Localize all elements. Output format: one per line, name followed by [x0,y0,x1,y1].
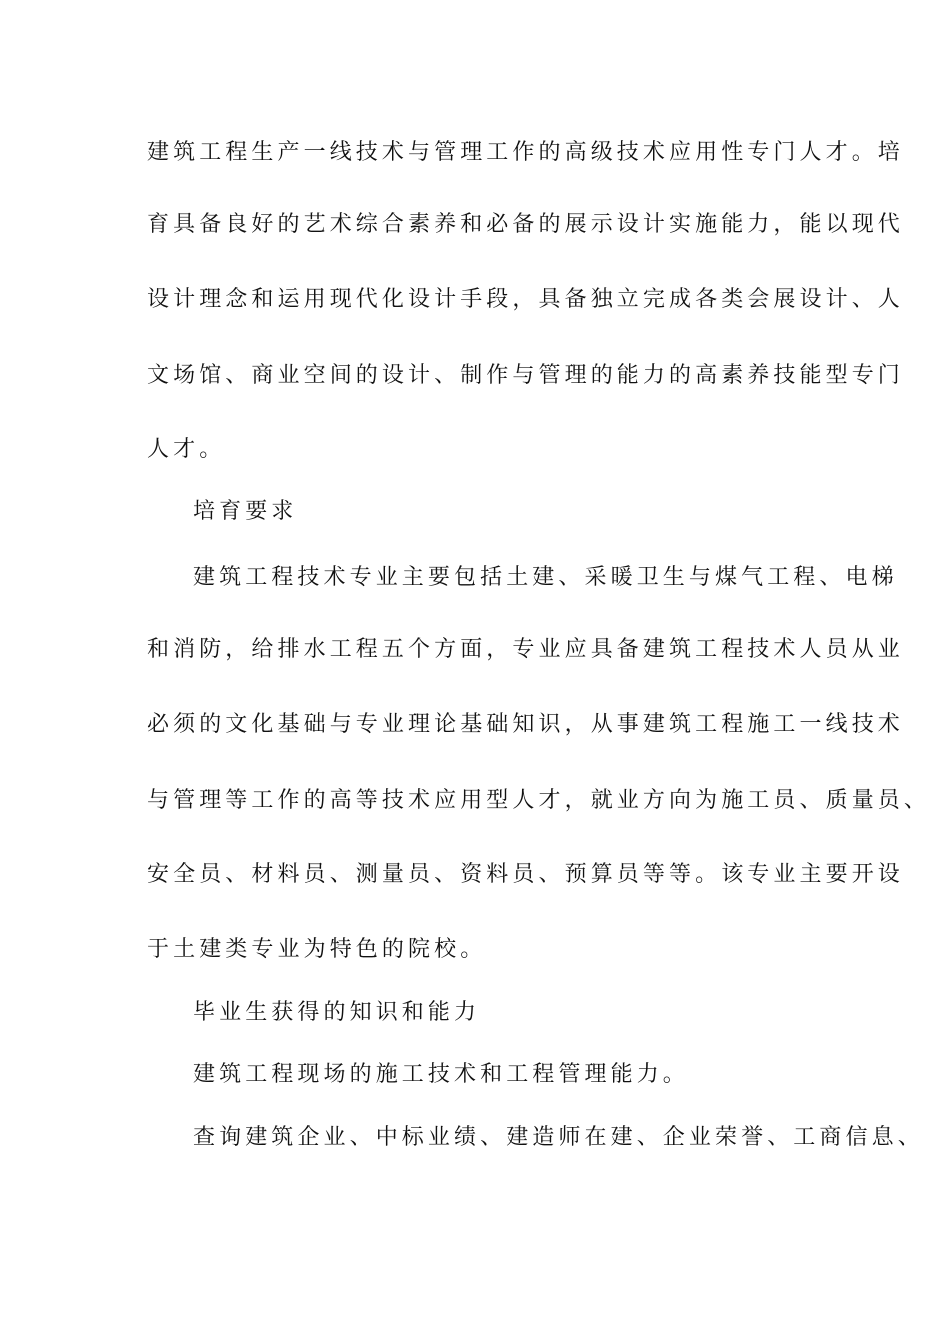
paragraph-line: 建筑工程现场的施工技术和工程管理能力。 [193,1062,689,1087]
paragraph-line: 建筑工程生产一线技术与管理工作的高级技术应用性专门人才。培 [147,140,904,165]
paragraph-line: 和消防，给排水工程五个方面，专业应具备建筑工程技术人员从业 [147,637,904,662]
paragraph-line: 育具备良好的艺术综合素养和必备的展示设计实施能力，能以现代 [147,212,904,237]
section-heading: 毕业生获得的知识和能力 [193,1000,481,1025]
paragraph-line: 文场馆、商业空间的设计、制作与管理的能力的高素养技能型专门 [147,363,904,388]
paragraph-line: 查询建筑企业、中标业绩、建造师在建、企业荣誉、工商信息、 [193,1125,924,1150]
paragraph-line: 建筑工程技术专业主要包括土建、采暖卫生与煤气工程、电梯 [193,565,898,590]
paragraph-line: 人才。 [147,437,226,462]
paragraph-line: 设计理念和运用现代化设计手段，具备独立完成各类会展设计、人 [147,287,904,312]
paragraph-line: 于土建类专业为特色的院校。 [147,937,487,962]
section-heading: 培育要求 [193,499,298,524]
paragraph-line: 安全员、材料员、测量员、资料员、预算员等等。该专业主要开设 [147,862,904,887]
paragraph-line: 必须的文化基础与专业理论基础知识，从事建筑工程施工一线技术 [147,712,904,737]
paragraph-line: 与管理等工作的高等技术应用型人才，就业方向为施工员、质量员、 [147,788,931,813]
